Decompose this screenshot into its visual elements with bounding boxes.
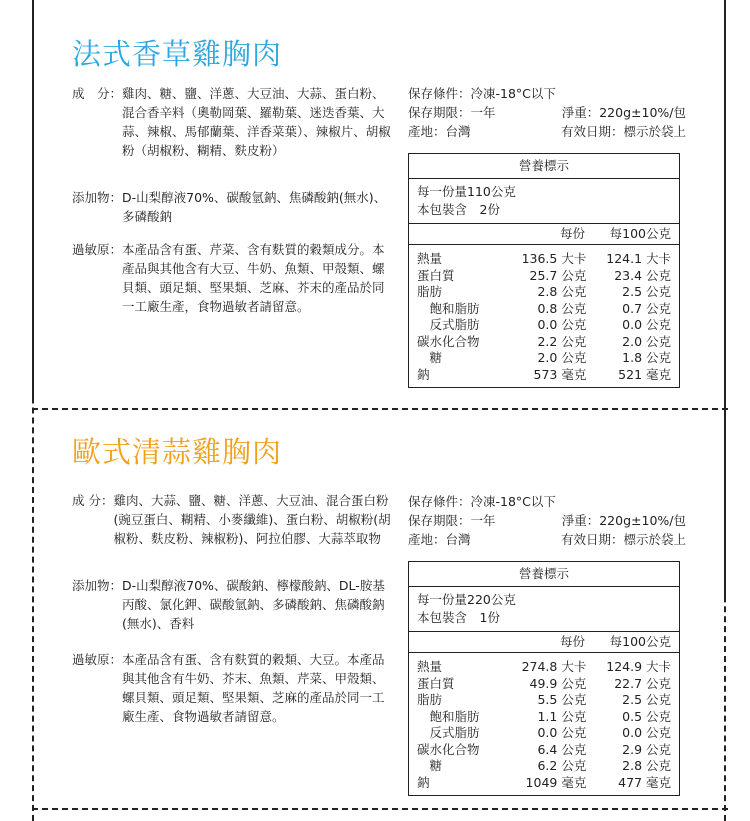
nutrition-row bbox=[417, 350, 671, 367]
nutrient-name: 糖 bbox=[417, 758, 443, 773]
value-per-100g: 1.8 公克 bbox=[622, 350, 672, 365]
nutrient-name: 碳水化合物 bbox=[417, 333, 480, 349]
nutrition-row bbox=[417, 301, 671, 318]
nutrition-header: 營養標示 bbox=[409, 154, 679, 179]
nutrition-column-headers bbox=[409, 632, 679, 653]
nutrient-name: 熱量 bbox=[417, 251, 443, 266]
nutrition-row bbox=[417, 334, 671, 351]
nutrition-row bbox=[417, 284, 671, 301]
product1-ingredients bbox=[72, 84, 392, 160]
nutrient-name: 鈉 bbox=[417, 366, 430, 382]
additives-label: 添加物： bbox=[72, 578, 123, 593]
nutrient-name: 蛋白質 bbox=[417, 675, 455, 691]
value-per-serving: 49.9 公克 bbox=[529, 675, 587, 691]
value-per-serving: 0.0 公克 bbox=[537, 317, 587, 332]
nutrition-rows bbox=[409, 245, 679, 387]
storage-text: 保存條件：冷凍-18°C以下 bbox=[408, 86, 556, 101]
serving-info bbox=[409, 587, 679, 632]
product1-title: 法式香草雞胸肉 bbox=[72, 37, 283, 71]
allergen-label: 過敏原： bbox=[72, 242, 123, 257]
value-per-100g: 23.4 公克 bbox=[614, 267, 672, 283]
col-per-serving: 每份 bbox=[559, 634, 585, 649]
bottom-divider bbox=[32, 808, 728, 810]
ingredients-label: 成 分： bbox=[72, 86, 123, 101]
value-per-100g: 2.0 公克 bbox=[622, 333, 672, 349]
value-per-100g: 22.7 公克 bbox=[614, 675, 672, 691]
nutrition-row bbox=[417, 742, 671, 759]
product1-nutrition-table bbox=[408, 153, 680, 388]
nutrition-row bbox=[417, 775, 671, 792]
product2-info bbox=[408, 492, 686, 549]
value-per-100g: 0.0 公克 bbox=[622, 317, 672, 332]
product2-allergen bbox=[72, 650, 392, 726]
servings-per-pack: 本包裝含 2份 bbox=[417, 202, 500, 217]
nutrient-name: 碳水化合物 bbox=[417, 741, 480, 757]
value-per-100g: 521 毫克 bbox=[618, 366, 672, 382]
product2-ingredients bbox=[72, 491, 392, 548]
value-per-100g: 477 毫克 bbox=[618, 774, 672, 790]
shelf-life-text: 保存期限：一年 bbox=[408, 513, 496, 528]
value-per-serving: 6.4 公克 bbox=[537, 741, 587, 757]
nutrition-row bbox=[417, 725, 671, 742]
serving-size: 每一份量220公克 bbox=[417, 592, 516, 607]
nutrition-row bbox=[417, 659, 671, 676]
ingredients-label: 成 分： bbox=[72, 493, 114, 508]
nutrition-row bbox=[417, 676, 671, 693]
serving-info bbox=[409, 179, 679, 224]
expiry-text: 有效日期：標示於袋上 bbox=[560, 532, 686, 547]
value-per-serving: 1.1 公克 bbox=[537, 708, 587, 724]
right-border-dashed bbox=[724, 0, 726, 821]
value-per-100g: 0.0 公克 bbox=[622, 725, 672, 740]
nutrient-name: 反式脂肪 bbox=[417, 725, 480, 740]
nutrition-row bbox=[417, 268, 671, 285]
col-per-serving: 每份 bbox=[559, 226, 585, 241]
col-per-100g: 每100公克 bbox=[609, 634, 671, 649]
shelf-life-text: 保存期限：一年 bbox=[408, 105, 496, 120]
section-divider bbox=[32, 408, 728, 410]
nutrition-header: 營養標示 bbox=[409, 562, 679, 587]
product2-title: 歐式清蒜雞胸肉 bbox=[72, 435, 283, 469]
nutrition-rows bbox=[409, 653, 679, 795]
storage-text: 保存條件：冷凍-18°C以下 bbox=[408, 494, 556, 509]
nutrient-name: 熱量 bbox=[417, 659, 443, 674]
additives-label: 添加物： bbox=[72, 190, 123, 205]
allergen-text: 本產品含有蛋、含有麩質的穀類、大豆。本產品與其他含有牛奶、芥末、魚類、芹菜、甲殼類、螺貝類、頭足類、堅果類、芝麻的產品於同一工廠生產、食物過敏者請留意。 bbox=[122, 652, 385, 724]
value-per-100g: 2.9 公克 bbox=[622, 741, 672, 757]
nutrient-name: 反式脂肪 bbox=[417, 317, 480, 332]
servings-per-pack: 本包裝含 1份 bbox=[417, 610, 500, 625]
product1-info bbox=[408, 84, 686, 141]
nutrient-name: 飽和脂肪 bbox=[417, 300, 480, 316]
value-per-serving: 2.2 公克 bbox=[537, 333, 587, 349]
nutrient-name: 蛋白質 bbox=[417, 267, 455, 283]
value-per-100g: 2.5 公克 bbox=[622, 284, 672, 299]
ingredients-text: 雞肉、大蒜、鹽、糖、洋蔥、大豆油、混合蛋白粉(豌豆蛋白、糊精、小麥纖維)、蛋白粉、胡椒粉(胡椒粉、麩皮粉、辣椒粉)、阿拉伯膠、大蒜萃取物 bbox=[113, 493, 391, 546]
nutrient-name: 鈉 bbox=[417, 774, 430, 790]
value-per-serving: 25.7 公克 bbox=[529, 267, 587, 283]
value-per-serving: 2.0 公克 bbox=[537, 350, 587, 365]
additives-text: D-山梨醇液70%、碳酸鈉、檸檬酸鈉、DL-胺基丙酸、氯化鉀、碳酸氫鈉、多磷酸鈉、焦磷酸鈉(無水)、香料 bbox=[122, 578, 385, 631]
value-per-100g: 0.7 公克 bbox=[622, 300, 672, 316]
nutrition-row bbox=[417, 251, 671, 268]
net-weight-text: 淨重：220g±10%/包 bbox=[561, 105, 686, 120]
additives-text: D-山梨醇液70%、碳酸氫鈉、焦磷酸鈉(無水)、多磷酸鈉 bbox=[122, 190, 387, 224]
nutrition-row bbox=[417, 758, 671, 775]
value-per-100g: 2.5 公克 bbox=[622, 692, 672, 707]
expiry-text: 有效日期：標示於袋上 bbox=[560, 124, 686, 139]
product1-additives bbox=[72, 188, 392, 226]
allergen-label: 過敏原： bbox=[72, 652, 123, 667]
value-per-100g: 2.8 公克 bbox=[622, 758, 672, 773]
value-per-100g: 0.5 公克 bbox=[622, 708, 672, 724]
nutrition-row bbox=[417, 692, 671, 709]
value-per-serving: 0.8 公克 bbox=[537, 300, 587, 316]
nutrient-name: 脂肪 bbox=[417, 692, 443, 707]
product2-additives bbox=[72, 576, 392, 633]
value-per-serving: 5.5 公克 bbox=[537, 692, 587, 707]
ingredients-text: 雞肉、糖、鹽、洋蔥、大豆油、大蒜、蛋白粉、混合香辛料（奧勒岡葉、羅勒葉、迷迭香葉、大蒜、辣椒、馬郁蘭葉、洋香菜葉）、辣椒片、胡椒粉（胡椒粉、糊精、麩皮粉） bbox=[122, 86, 391, 158]
nutrition-row bbox=[417, 709, 671, 726]
origin-text: 產地：台灣 bbox=[408, 532, 471, 547]
nutrient-name: 脂肪 bbox=[417, 284, 443, 299]
serving-size: 每一份量110公克 bbox=[417, 184, 516, 199]
nutrition-row bbox=[417, 367, 671, 384]
product1-allergen bbox=[72, 240, 392, 316]
nutrient-name: 糖 bbox=[417, 350, 443, 365]
value-per-100g: 124.1 大卡 bbox=[606, 251, 672, 266]
product2-nutrition-table bbox=[408, 561, 680, 796]
value-per-serving: 0.0 公克 bbox=[537, 725, 587, 740]
value-per-serving: 573 毫克 bbox=[533, 366, 587, 382]
nutrient-name: 飽和脂肪 bbox=[417, 708, 480, 724]
col-per-100g: 每100公克 bbox=[609, 226, 671, 241]
nutrition-row bbox=[417, 317, 671, 334]
net-weight-text: 淨重：220g±10%/包 bbox=[561, 513, 686, 528]
value-per-serving: 274.8 大卡 bbox=[521, 659, 587, 674]
nutrition-column-headers bbox=[409, 224, 679, 245]
value-per-serving: 6.2 公克 bbox=[537, 758, 587, 773]
left-border-solid bbox=[32, 0, 34, 400]
value-per-serving: 2.8 公克 bbox=[537, 284, 587, 299]
value-per-serving: 136.5 大卡 bbox=[521, 251, 587, 266]
origin-text: 產地：台灣 bbox=[408, 124, 471, 139]
value-per-serving: 1049 毫克 bbox=[525, 774, 587, 790]
allergen-text: 本產品含有蛋、芹菜、含有麩質的穀類成分。本產品與其他含有大豆、牛奶、魚類、甲殼類、螺貝類、頭足類、堅果類、芝麻、芥末的產品於同一工廠生產，食物過敏者請留意。 bbox=[122, 242, 385, 314]
value-per-100g: 124.9 大卡 bbox=[606, 659, 672, 674]
